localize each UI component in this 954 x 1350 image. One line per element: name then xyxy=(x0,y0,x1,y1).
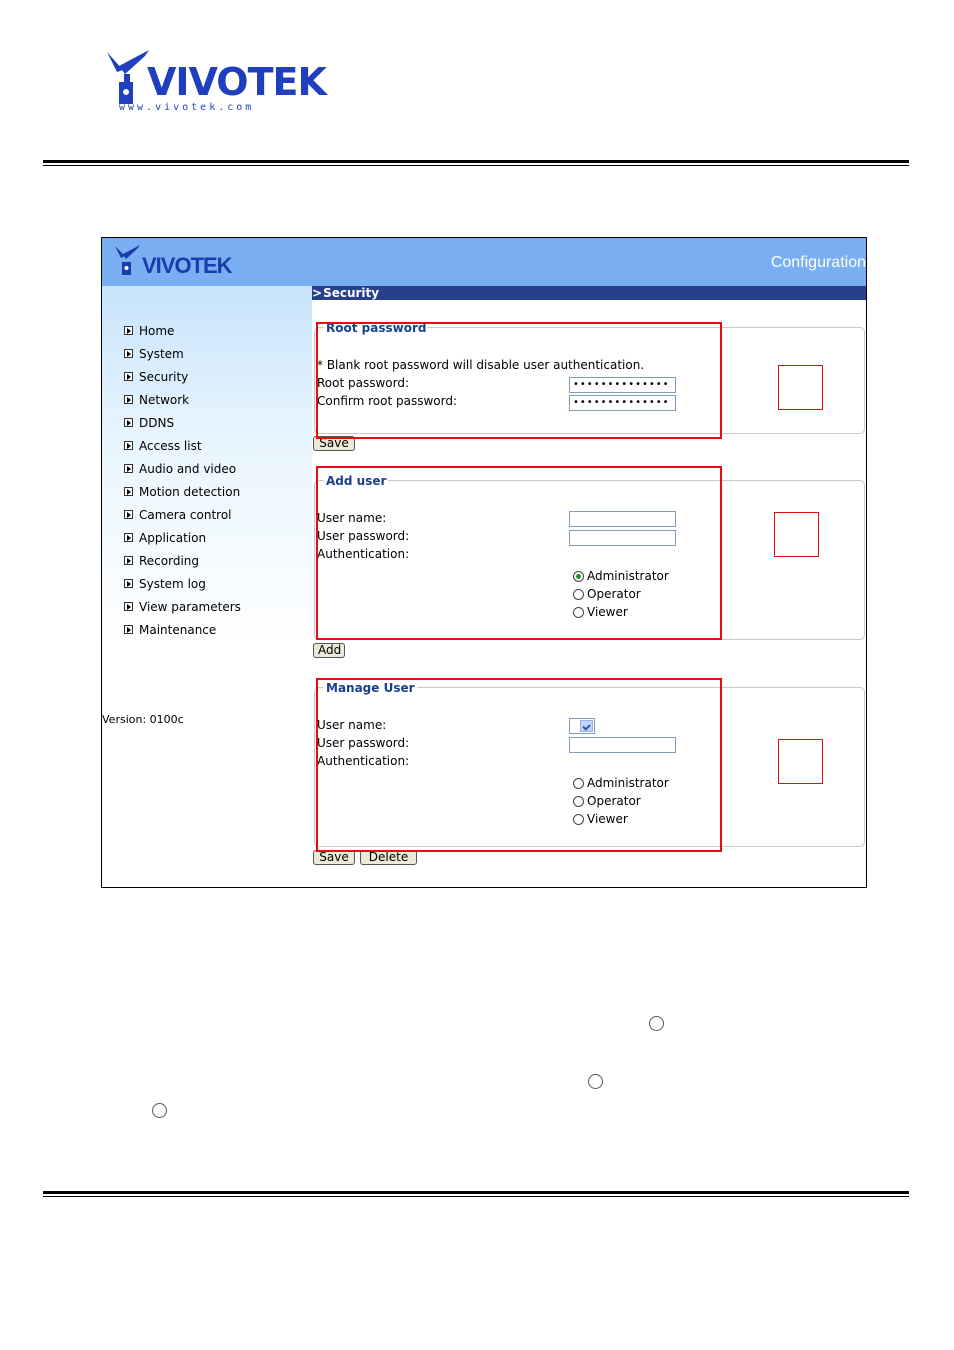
manage-radio-administrator-label: Administrator xyxy=(587,776,669,790)
sidebar-item-system-log[interactable] xyxy=(124,572,241,595)
callout-box-3 xyxy=(778,739,823,784)
sidebar-item-label: View parameters xyxy=(139,599,241,614)
sidebar-item-label: Application xyxy=(139,530,207,545)
sidebar-item-home[interactable] xyxy=(124,319,241,342)
sidebar-item-access-list[interactable] xyxy=(124,434,241,457)
arrow-right-icon xyxy=(124,395,133,404)
arrow-right-icon xyxy=(124,464,133,473)
sidebar-item-security[interactable] xyxy=(124,365,241,388)
root-password-note: * Blank root password will disable user authentication. xyxy=(317,358,645,372)
manage-radio-operator-label: Operator xyxy=(587,794,641,808)
radio-circle-icon xyxy=(152,1103,167,1118)
add-user-legend: Add user xyxy=(326,474,387,488)
arrow-right-icon xyxy=(124,418,133,427)
sidebar-item-motion-detection[interactable] xyxy=(124,480,241,503)
arrow-right-icon xyxy=(124,556,133,565)
arrow-right-icon xyxy=(124,533,133,542)
add-username-label: User name: xyxy=(317,511,387,525)
configuration-screenshot xyxy=(101,237,867,888)
root-password-label: Root password: xyxy=(317,376,410,390)
sidebar-item-ddns[interactable] xyxy=(124,411,241,434)
sidebar-nav xyxy=(124,319,241,641)
sidebar-item-label: Maintenance xyxy=(139,622,217,637)
sidebar-item-audio-and-video[interactable] xyxy=(124,457,241,480)
sidebar-item-label: Access list xyxy=(139,438,202,453)
sidebar-item-label: Network xyxy=(139,392,190,407)
add-user-button[interactable]: Add xyxy=(313,643,345,658)
root-password-input[interactable]: •••••••••••••• xyxy=(569,377,676,393)
header-rule xyxy=(43,160,909,163)
sidebar-item-camera-control[interactable] xyxy=(124,503,241,526)
confirm-password-label: Confirm root password: xyxy=(317,394,457,408)
sidebar-item-system[interactable] xyxy=(124,342,241,365)
manage-user-legend: Manage User xyxy=(326,681,415,695)
add-radio-administrator-label: Administrator xyxy=(587,569,669,583)
manage-auth-label: Authentication: xyxy=(317,754,410,768)
manage-password-label: User password: xyxy=(317,736,410,750)
add-auth-label: Authentication: xyxy=(317,547,410,561)
sidebar-item-label: Security xyxy=(139,369,189,384)
save-root-password-button[interactable]: Save xyxy=(313,436,355,451)
page-title: Configuration xyxy=(770,254,866,271)
arrow-right-icon xyxy=(124,487,133,496)
sidebar xyxy=(102,286,312,887)
sidebar-item-label: Camera control xyxy=(139,507,232,522)
arrow-right-icon xyxy=(124,510,133,519)
sidebar-item-label: System xyxy=(139,346,184,361)
sidebar-item-network[interactable] xyxy=(124,388,241,411)
radio-circle-icon xyxy=(588,1074,603,1089)
section-header xyxy=(312,286,866,300)
sidebar-item-application[interactable] xyxy=(124,526,241,549)
radio-circle-icon xyxy=(649,1016,664,1031)
sidebar-item-view-parameters[interactable] xyxy=(124,595,241,618)
arrow-right-icon xyxy=(124,349,133,358)
arrow-right-icon xyxy=(124,602,133,611)
sidebar-item-label: Audio and video xyxy=(139,461,237,476)
section-arrow-icon: > xyxy=(312,286,323,300)
sidebar-item-label: Recording xyxy=(139,553,200,568)
app-logo-text: VIVOTEK xyxy=(142,253,232,278)
sidebar-item-label: Home xyxy=(139,323,175,338)
delete-user-button[interactable]: Delete xyxy=(360,850,417,865)
logo-brand-text: VIVOTEK xyxy=(147,60,326,104)
highlight-add-user xyxy=(316,466,722,640)
highlight-manage-user xyxy=(316,678,722,852)
footer-rule xyxy=(43,1191,909,1194)
arrow-right-icon xyxy=(124,326,133,335)
add-radio-operator-label: Operator xyxy=(587,587,641,601)
save-user-button[interactable]: Save xyxy=(313,850,355,865)
sidebar-item-label: Motion detection xyxy=(139,484,241,499)
sidebar-item-recording[interactable] xyxy=(124,549,241,572)
add-password-label: User password: xyxy=(317,529,410,543)
callout-box-2 xyxy=(774,512,819,557)
highlight-root-password xyxy=(316,322,722,439)
sidebar-item-label: DDNS xyxy=(139,415,175,430)
version-text: Version: 0100c xyxy=(102,713,184,726)
callout-box-1 xyxy=(778,365,823,410)
sidebar-item-maintenance[interactable] xyxy=(124,618,241,641)
confirm-password-input[interactable]: •••••••••••••• xyxy=(569,395,676,411)
arrow-right-icon xyxy=(124,441,133,450)
manage-username-label: User name: xyxy=(317,718,387,732)
add-radio-viewer-label: Viewer xyxy=(587,605,628,619)
manage-radio-viewer-label: Viewer xyxy=(587,812,628,826)
sidebar-item-label: System log xyxy=(139,576,206,591)
vivotek-logo xyxy=(105,48,326,118)
arrow-right-icon xyxy=(124,625,133,634)
arrow-right-icon xyxy=(124,372,133,381)
top-banner xyxy=(102,238,866,286)
root-password-legend: Root password xyxy=(326,321,427,335)
arrow-right-icon xyxy=(124,579,133,588)
section-title: Security xyxy=(323,286,380,300)
logo-url-text: www.vivotek.com xyxy=(119,102,255,113)
